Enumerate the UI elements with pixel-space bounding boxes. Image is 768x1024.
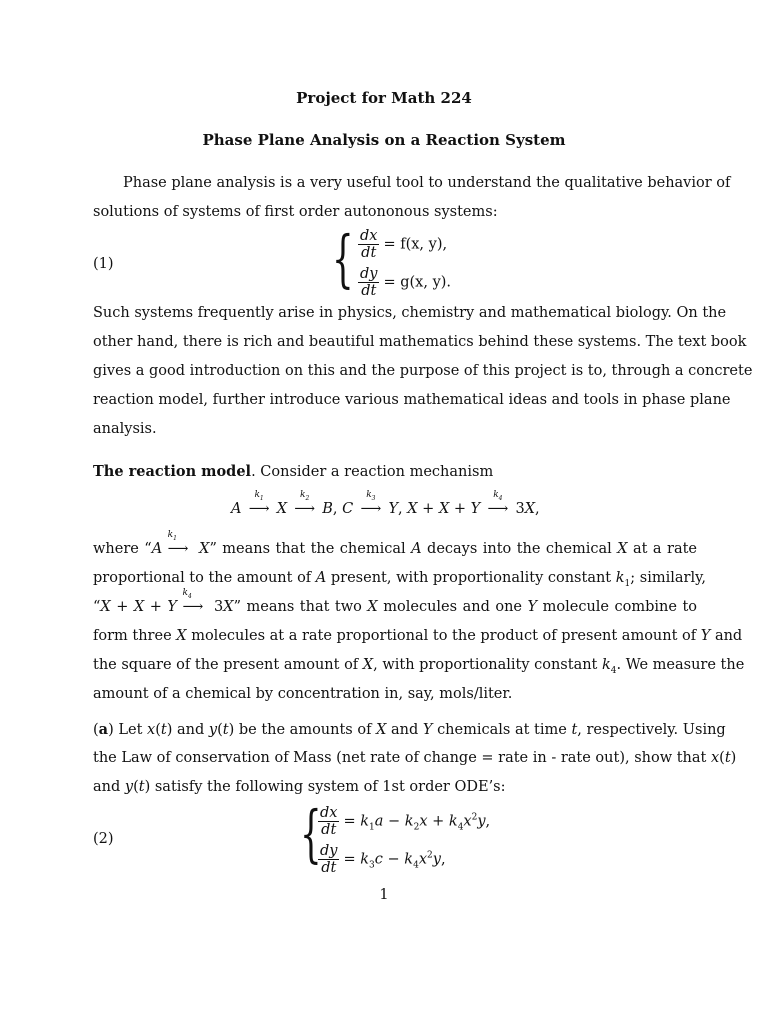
para2-line-5: analysis. <box>93 421 157 437</box>
equation-2-row-2: $\frac{dy}{dt}$ = $k_3c - k_4x^2y$, <box>320 843 446 876</box>
equation-1-row-2: $\frac{dy}{dt}$ = g(x, y). <box>360 266 452 299</box>
parta-line-3: and y(t) satisfy the following system of 1st order ODE’s: <box>93 779 506 795</box>
para3-line-5: the square of the present amount of X, with proportionality constant $k_4$. We measure the <box>93 657 745 676</box>
intro-line-1: Phase plane analysis is a very useful tool to understand the qualitative behavior of <box>123 175 731 191</box>
equation-1-row-2-rhs: = g(x, y). <box>383 274 452 291</box>
para3-line-4: form three X molecules at a rate proportional to the product of present amount of Y and <box>93 628 743 644</box>
equation-1-number: (1) <box>93 256 114 272</box>
course-title: Project for Math 224 <box>296 89 472 107</box>
model-heading: The reaction model <box>93 463 252 480</box>
parta-line-1: (a) Let x(t) and y(t) be the amounts of X and Y chemicals at time t, respectively. Using <box>93 721 726 738</box>
para3-line-2: proportional to the amount of A present, with proportionality constant $k_1$; similarly, <box>93 570 706 589</box>
equation-2-number: (2) <box>93 831 114 847</box>
page-number: 1 <box>379 887 389 903</box>
equation-2-row-1: $\frac{dx}{dt}$ = $k_1a - k_2x + k_4x^2y$, <box>320 805 491 838</box>
reaction-mechanism: A $k_1$ ⟶ X $k_2$ ⟶ B, C $k_3$ ⟶ Y, X + X + Y $k_4$ ⟶ 3X, <box>231 490 540 517</box>
parta-line-2: the Law of conservation of Mass (net rate of change = rate in - rate out), show that x(t) <box>93 750 737 766</box>
para3-line-6: amount of a chemical by concentration in, say, mols/liter. <box>93 686 513 702</box>
paper-title: Phase Plane Analysis on a Reaction System <box>202 131 566 149</box>
para2-line-1: Such systems frequently arise in physics, chemistry and mathematical biology. On the <box>93 305 727 321</box>
model-intro: . Consider a reaction mechanism <box>251 464 494 480</box>
equation-2-brace: { <box>300 797 322 870</box>
equation-1-row-1-rhs: = f(x, y), <box>383 236 448 253</box>
model-heading-line <box>93 463 697 480</box>
para3-line-3: “X + X + Y $k_4$ ⟶ 3X” means that two X molecules and one Y molecule combine to <box>93 588 698 615</box>
equation-1-row-1: $\frac{dx}{dt}$ = f(x, y), <box>360 228 448 261</box>
equation-1-brace: { <box>332 222 354 295</box>
para3-line-1: where “A $k_1$ ⟶ X” means that the chemical A decays into the chemical X at a rate <box>93 530 698 557</box>
intro-line-2: solutions of systems of first order autononous systems: <box>93 204 498 220</box>
para2-line-2: other hand, there is rich and beautiful mathematics behind these systems. The text book <box>93 334 747 350</box>
para2-line-4: reaction model, further introduce various mathematical ideas and tools in phase plane <box>93 392 731 408</box>
para2-line-3: gives a good introduction on this and the purpose of this project is to, through a concrete <box>93 363 753 379</box>
